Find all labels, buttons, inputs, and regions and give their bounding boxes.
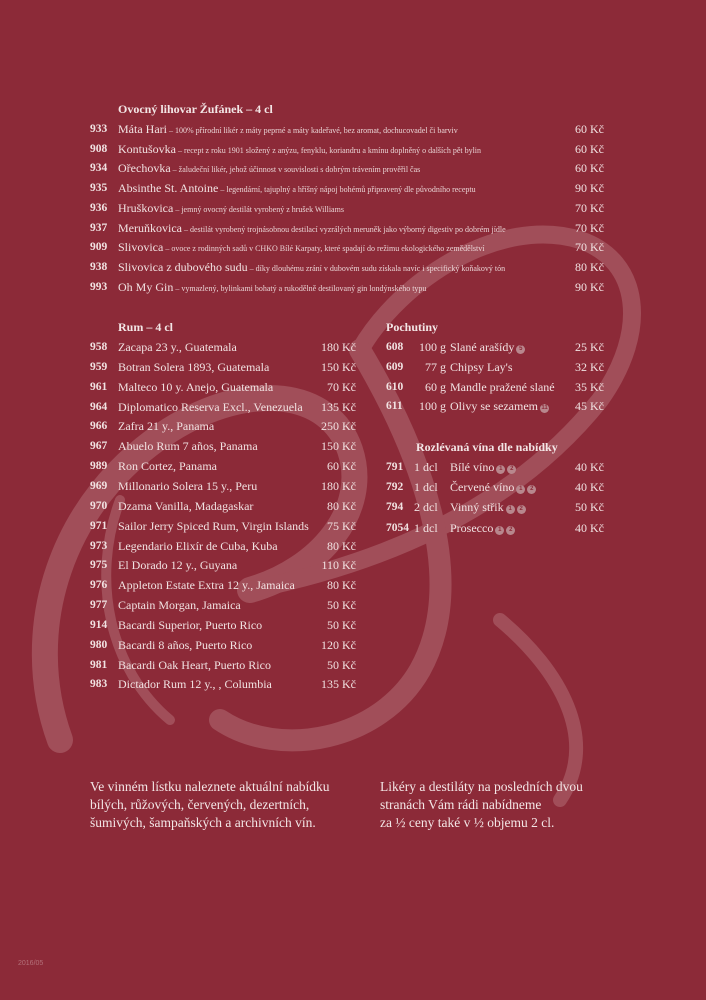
item-title: Bílé víno (450, 460, 495, 474)
item-code: 983 (90, 678, 108, 691)
item-name (118, 179, 476, 199)
item-title: Olivy se sezamem (450, 399, 538, 414)
item-code: 966 (90, 420, 108, 433)
menu-item-row (90, 636, 356, 654)
item-code: 608 (386, 341, 404, 353)
item-price: 40 Kč (575, 460, 604, 474)
item-code: 609 (386, 360, 404, 373)
item-name (118, 238, 485, 258)
item-price: 135 Kč (321, 399, 356, 414)
item-title: Absinthe St. Antoine (118, 181, 219, 196)
item-name (118, 199, 344, 219)
item-description: – legendární, tajuplný a hříšný nápoj bohémů připravený dle původního receptu (218, 185, 476, 195)
menu-item-row (90, 656, 356, 674)
menu-item-row (90, 457, 356, 475)
note-line: bílých, růžových, červených, dezertních, (90, 797, 310, 812)
item-code: 935 (90, 182, 108, 195)
item-name (118, 159, 420, 179)
item-code: 969 (90, 479, 108, 492)
item-name (450, 519, 515, 537)
footer-date: 2016/05 (18, 960, 44, 967)
item-code: 973 (90, 539, 108, 552)
item-price: 50 Kč (327, 598, 356, 613)
item-price: 70 Kč (327, 379, 356, 394)
section-heading-rum: Rum – 4 cl (118, 320, 173, 334)
item-quantity: 1 dcl (414, 480, 438, 495)
item-code: 794 (386, 501, 404, 514)
item-price: 60 Kč (575, 161, 604, 176)
note-half-price (380, 778, 583, 832)
menu-item-row (90, 278, 604, 296)
item-price: 70 Kč (575, 220, 604, 235)
item-name: Bacardi 8 años, Puerto Rico (118, 637, 253, 652)
item-code: 976 (90, 579, 108, 592)
item-price: 70 Kč (575, 240, 604, 255)
item-price: 75 Kč (327, 518, 356, 533)
menu-item-row (90, 398, 356, 416)
item-price: 90 Kč (575, 279, 604, 294)
item-quantity: 100 g (419, 399, 446, 414)
item-code: 933 (90, 123, 108, 135)
menu-item-row (90, 537, 356, 555)
note-line: Likéry a destiláty na posledních dvou (380, 779, 583, 794)
item-title: Máta Hari (118, 122, 167, 136)
menu-item-row (386, 498, 604, 516)
section-heading-vina: Rozlévaná vína dle nabídky (416, 440, 558, 454)
item-code: 961 (90, 380, 108, 393)
item-name: Bacardi Superior, Puerto Rico (118, 617, 263, 632)
menu-item-row (90, 159, 604, 177)
item-code: 971 (90, 519, 108, 532)
item-quantity: 77 g (425, 359, 446, 374)
menu-item-row (90, 338, 356, 356)
menu-item-row (90, 576, 356, 594)
item-description: – žaludeční likér, jehož účinnost v souvislosti s dobrým trávením prověřil čas (170, 165, 421, 175)
item-name (450, 478, 536, 496)
item-name: Zafra 21 y., Panama (118, 419, 215, 434)
item-code: 993 (90, 280, 108, 293)
item-title: Meruňkovica (118, 220, 182, 235)
item-name: Legendario Elixír de Cuba, Kuba (118, 538, 278, 553)
menu-item-row (386, 478, 604, 496)
item-name (450, 338, 525, 356)
item-name (450, 458, 516, 476)
menu-item-row (90, 258, 604, 276)
item-code: 967 (90, 440, 108, 453)
item-code: 958 (90, 341, 108, 353)
item-name (118, 140, 481, 160)
item-name: Dzama Vanilla, Madagaskar (118, 498, 254, 513)
item-code: 934 (90, 162, 108, 175)
menu-item-row (90, 675, 356, 693)
item-price: 50 Kč (327, 617, 356, 632)
note-line: Ve vinném lístku naleznete aktuální nabídku (90, 779, 330, 794)
item-code: 959 (90, 360, 108, 373)
item-title: Chipsy Lay's (450, 359, 513, 374)
item-price: 40 Kč (575, 520, 604, 535)
item-code: 7054 (386, 521, 409, 534)
item-description: – 100% přírodní likér z máty peprné a máty kadeřavé, bez aromat, dochucovadel či barviv (166, 126, 458, 135)
allergen-badge-icon: 1 (516, 485, 525, 494)
item-title: Hruškovica (118, 200, 174, 215)
item-code: 611 (386, 400, 403, 413)
menu-item-row (90, 497, 356, 515)
allergen-badge-icon: 2 (507, 465, 516, 474)
item-description: – jemný ovocný destilát vyrobený z hrušek Williams (173, 204, 344, 214)
item-price: 180 Kč (321, 478, 356, 493)
menu-item-row (386, 519, 604, 537)
menu-item-row (386, 378, 604, 396)
item-title: Ořechovka (118, 161, 171, 176)
item-price: 60 Kč (327, 459, 356, 474)
menu-item-row (386, 458, 604, 476)
allergen-badge-icon: 2 (517, 505, 526, 514)
allergen-badge-icon: 5 (516, 345, 525, 354)
item-description: – díky dlouhému zrání v dubovém sudu získala navíc i specifický koňakový tón (247, 263, 506, 273)
item-price: 180 Kč (321, 340, 356, 354)
item-code: 938 (90, 260, 108, 273)
item-name: Appleton Estate Extra 12 y., Jamaica (118, 578, 295, 593)
item-price: 60 Kč (575, 141, 604, 156)
item-price: 90 Kč (575, 181, 604, 196)
menu-item-row (386, 338, 604, 356)
menu-item-row (90, 417, 356, 435)
menu-item-row (90, 179, 604, 197)
item-name (118, 278, 426, 298)
item-price: 32 Kč (575, 359, 604, 374)
item-price: 40 Kč (575, 480, 604, 495)
item-code: 980 (90, 638, 108, 651)
item-price: 80 Kč (327, 578, 356, 593)
item-title: Vinný střik (450, 500, 504, 515)
allergen-badge-icon: 2 (506, 526, 515, 535)
item-price: 50 Kč (327, 657, 356, 672)
item-title: Slivovica z dubového sudu (118, 259, 248, 274)
item-code: 936 (90, 201, 108, 214)
item-price: 135 Kč (321, 677, 356, 692)
note-line: šumivých, šampaňských a archivních vín. (90, 815, 316, 830)
item-name: Sailor Jerry Spiced Rum, Virgin Islands (118, 518, 309, 533)
item-code: 909 (90, 241, 108, 254)
item-price: 110 Kč (321, 558, 356, 573)
note-line: stranách Vám rádi nabídneme (380, 797, 542, 812)
menu-item-row (90, 199, 604, 217)
item-quantity: 60 g (425, 379, 446, 394)
section-heading-lihovar: Ovocný lihovar Žufánek – 4 cl (118, 102, 273, 116)
item-code: 977 (90, 599, 108, 612)
menu-item-row (90, 556, 356, 574)
menu-item-row (90, 437, 356, 455)
item-name (450, 498, 526, 516)
item-price: 80 Kč (327, 498, 356, 513)
item-code: 937 (90, 221, 108, 234)
item-code: 908 (90, 142, 108, 155)
item-title: Mandle pražené slané (450, 379, 555, 394)
menu-item-row (90, 140, 604, 158)
menu-item-row (90, 358, 356, 376)
item-price: 45 Kč (575, 399, 604, 414)
item-name: Millonario Solera 15 y., Peru (118, 478, 258, 493)
menu-item-row (386, 397, 604, 415)
allergen-badge-icon: 1 (495, 526, 504, 535)
item-price: 50 Kč (575, 500, 604, 515)
note-wine-list (90, 778, 330, 832)
item-name: Dictador Rum 12 y., , Columbia (118, 677, 272, 692)
note-line: za ½ ceny také v ½ objemu 2 cl. (380, 815, 555, 830)
allergen-badge-icon: 2 (527, 485, 536, 494)
item-price: 150 Kč (321, 359, 356, 374)
item-price: 80 Kč (575, 259, 604, 274)
item-name: Abuelo Rum 7 años, Panama (118, 439, 258, 454)
item-description: – vymazlený, bylinkami bohatý a rukodělně destilovaný gin londýnského typu (173, 283, 427, 293)
item-price: 60 Kč (575, 122, 604, 136)
item-code: 981 (90, 658, 108, 671)
menu-item-row (90, 477, 356, 495)
item-price: 35 Kč (575, 379, 604, 394)
item-code: 989 (90, 460, 108, 473)
section-heading-pochutiny: Pochutiny (386, 320, 439, 334)
item-code: 792 (386, 481, 404, 494)
item-name: Bacardi Oak Heart, Puerto Rico (118, 657, 271, 672)
menu-item-row (90, 219, 604, 237)
item-name: Zacapa 23 y., Guatemala (118, 340, 237, 354)
menu-item-row (90, 238, 604, 256)
item-name (118, 258, 505, 278)
item-name: Malteco 10 y. Anejo, Guatemala (118, 379, 274, 394)
item-title: Slané arašídy (450, 340, 515, 354)
item-price: 70 Kč (575, 200, 604, 215)
item-code: 914 (90, 618, 108, 631)
item-price: 250 Kč (321, 419, 356, 434)
allergen-badge-icon: 11 (541, 405, 548, 412)
allergen-badge-icon: 1 (506, 505, 515, 514)
item-quantity: 100 g (419, 340, 446, 354)
item-description: – ovoce z rodinných sadů v CHKO Bílé Karpaty, které spadají do režimu ekologického zemědělství (163, 244, 485, 254)
menu-item-row (90, 616, 356, 634)
menu-item-row (90, 596, 356, 614)
item-title: Oh My Gin (118, 279, 174, 294)
item-price: 120 Kč (321, 637, 356, 652)
item-code: 610 (386, 380, 404, 393)
allergen-badge-icon: 1 (496, 465, 505, 474)
item-quantity: 2 dcl (414, 500, 438, 515)
item-title: Kontušovka (118, 141, 176, 156)
item-price: 25 Kč (575, 340, 604, 354)
item-name: Ron Cortez, Panama (118, 459, 217, 474)
item-name (450, 397, 549, 415)
item-description: – destilát vyrobený trojnásobnou destilací vyzrálých meruněk jako výborný digestiv po dobrém jídle (181, 224, 506, 234)
item-description: – recept z roku 1901 složený z anýzu, fenyklu, koriandru a kmínu doplněný o dalších pět bylin (176, 145, 482, 155)
item-name: El Dorado 12 y., Guyana (118, 558, 238, 573)
item-title: Prosecco (450, 520, 494, 535)
menu-item-row (90, 120, 604, 138)
item-quantity: 1 dcl (414, 460, 438, 474)
item-code: 791 (386, 461, 404, 473)
item-name: Captain Morgan, Jamaica (118, 598, 241, 613)
item-name (118, 219, 506, 239)
item-name: Diplomatico Reserva Excl., Venezuela (118, 399, 303, 414)
item-name (118, 120, 458, 140)
item-name (450, 378, 555, 396)
item-name: Botran Solera 1893, Guatemala (118, 359, 270, 374)
menu-item-row (90, 517, 356, 535)
menu-item-row (386, 358, 604, 376)
item-price: 150 Kč (321, 439, 356, 454)
item-price: 80 Kč (327, 538, 356, 553)
item-code: 964 (90, 400, 108, 413)
item-name (450, 358, 513, 376)
item-title: Slivovica (118, 240, 164, 255)
menu-item-row (90, 378, 356, 396)
item-quantity: 1 dcl (414, 520, 438, 535)
item-code: 970 (90, 499, 108, 512)
item-title: Červené víno (450, 480, 515, 495)
item-code: 975 (90, 559, 108, 572)
